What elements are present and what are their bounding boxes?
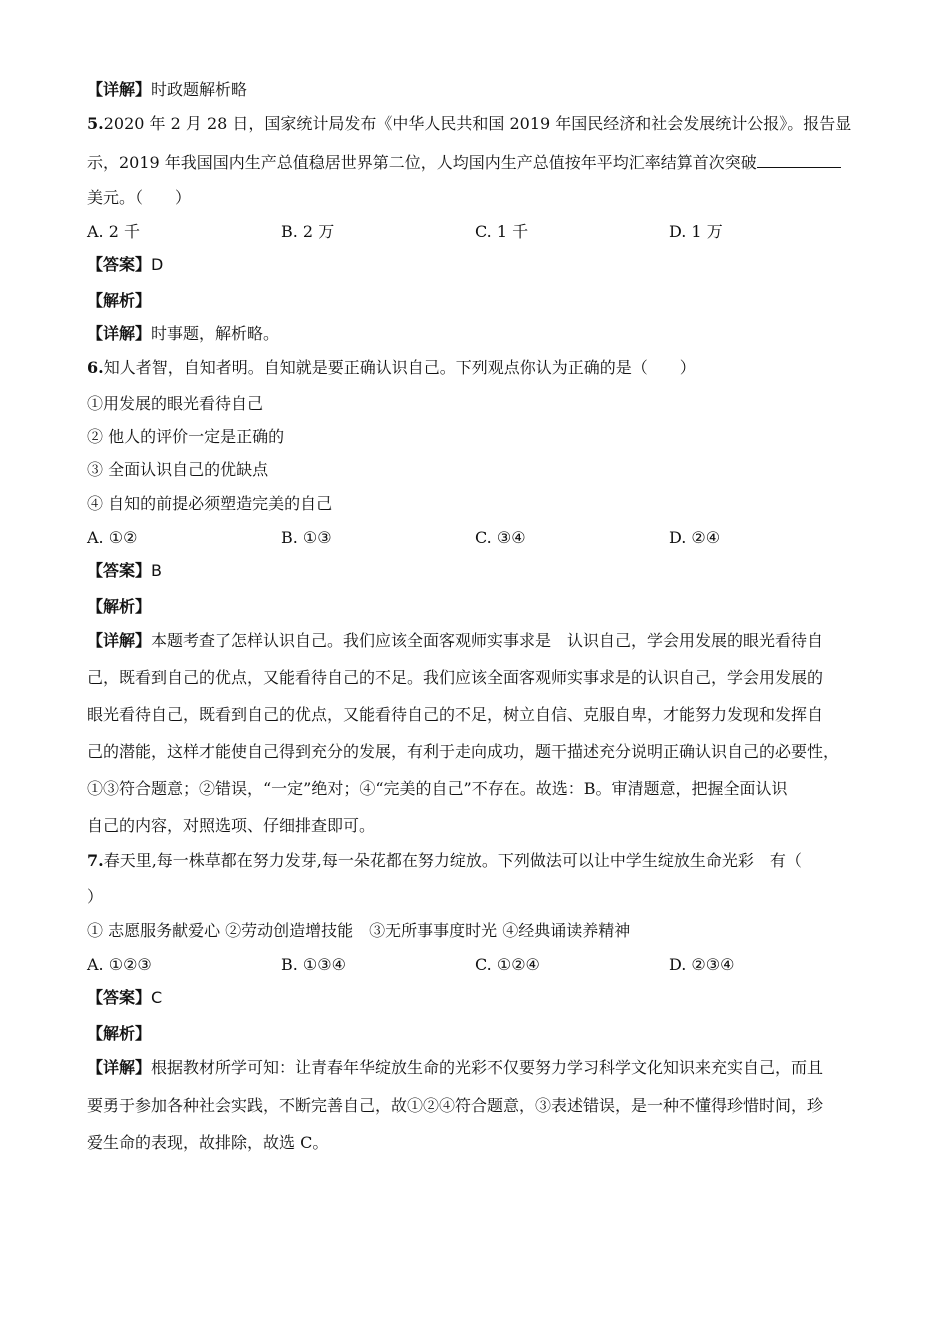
- q7-option-a: A. ①②③: [87, 955, 152, 974]
- q6-option-c: C. ③④: [475, 528, 526, 547]
- q5-option-b: B. 2 万: [281, 222, 335, 241]
- detail-label: 【详解】: [87, 324, 152, 343]
- q6-detail-line5: ①③符合题意；②错误，“一定”绝对；④“完美的自己”不存在。故选：B。审清题意，把握全面认识: [87, 779, 788, 798]
- q5-answer: 【答案】D: [87, 255, 164, 274]
- answer-blank: [757, 152, 841, 168]
- q6-item-4: ④ 自知的前提必须塑造完美的自己: [87, 494, 333, 513]
- q7-analysis-label: 【解析】: [87, 1024, 152, 1043]
- q6-option-a: A. ①②: [87, 528, 138, 547]
- q7-stem: 7.春天里,每一株草都在努力发芽,每一朵花都在努力绽放。下列做法可以让中学生绽放生命光彩 有（: [87, 851, 802, 870]
- detail-label: 【详解】: [87, 1058, 152, 1077]
- q6-detail-line1: 【详解】本题考查了怎样认识自己。我们应该全面客观师实事求是 认识自己，学会用发展的眼光看待自: [87, 631, 824, 650]
- q5-analysis-label: 【解析】: [87, 291, 152, 310]
- q6-analysis-label: 【解析】: [87, 597, 152, 616]
- q7-answer: 【答案】C: [87, 988, 163, 1007]
- q6-item-3: ③ 全面认识自己的优缺点: [87, 460, 269, 479]
- q5-option-a: A. 2 千: [87, 222, 140, 241]
- q7-detail-line3: 爱生命的表现，故排除，故选 C。: [87, 1133, 329, 1152]
- q5-option-c: C. 1 千: [475, 222, 529, 241]
- q6-option-d: D. ②④: [669, 528, 721, 547]
- q6-detail-line4: 己的潜能，这样才能使自己得到充分的发展，有利于走向成功，题干描述充分说明正确认识自己的必要性，: [87, 742, 840, 761]
- detail-label: 【详解】: [87, 631, 152, 650]
- q5-option-d: D. 1 万: [669, 222, 723, 241]
- q4-detail: 【详解】时政题解析略: [87, 80, 248, 99]
- q5-detail: 【详解】时事题，解析略。: [87, 324, 280, 343]
- answer-label: 【答案】: [87, 561, 152, 580]
- answer-label: 【答案】: [87, 255, 152, 274]
- q6-stem: 6.知人者智，自知者明。自知就是要正确认识自己。下列观点你认为正确的是（ ）: [87, 358, 696, 377]
- q7-items: ① 志愿服务献爱心 ②劳动创造增技能 ③无所事事度时光 ④经典诵读养精神: [87, 921, 631, 940]
- answer-label: 【答案】: [87, 988, 152, 1007]
- q7-detail-line1: 【详解】根据教材所学可知：让青春年华绽放生命的光彩不仅要努力学习科学文化知识来充实自己，而且: [87, 1058, 824, 1077]
- q7-detail-line2: 要勇于参加各种社会实践，不断完善自己，故①②④符合题意，③表述错误，是一种不懂得珍惜时间，珍: [87, 1096, 824, 1115]
- q6-detail-line2: 己，既看到自己的优点，又能看待自己的不足。我们应该全面客观师实事求是的认识自己，学会用发展的: [87, 668, 824, 687]
- q6-answer: 【答案】B: [87, 561, 162, 580]
- q6-detail-line3: 眼光看待自己，既看到自己的优点，又能看待自己的不足，树立自信、克服自卑，才能努力发现和发挥自: [87, 705, 824, 724]
- q7-option-c: C. ①②④: [475, 955, 540, 974]
- q6-detail-line6: 自己的内容，对照选项、仔细排查即可。: [87, 816, 376, 835]
- q7-stem-end: ）: [87, 887, 104, 906]
- detail-label: 【详解】: [87, 80, 152, 99]
- q6-item-1: ①用发展的眼光看待自己: [87, 394, 264, 413]
- q7-option-d: D. ②③④: [669, 955, 735, 974]
- q7-option-b: B. ①③④: [281, 955, 346, 974]
- q5-stem-line2: 示，2019 年我国国内生产总值稳居世界第二位，人均国内生产总值按年平均汇率结算首次突破: [87, 152, 841, 173]
- q6-item-2: ② 他人的评价一定是正确的: [87, 427, 285, 446]
- q5-stem-line3: 美元。（ ）: [87, 188, 192, 207]
- q5-stem-line1: 5.2020 年 2 月 28 日，国家统计局发布《中华人民共和国 2019 年国民经济和社会发展统计公报》。报告显: [87, 114, 852, 133]
- q6-option-b: B. ①③: [281, 528, 332, 547]
